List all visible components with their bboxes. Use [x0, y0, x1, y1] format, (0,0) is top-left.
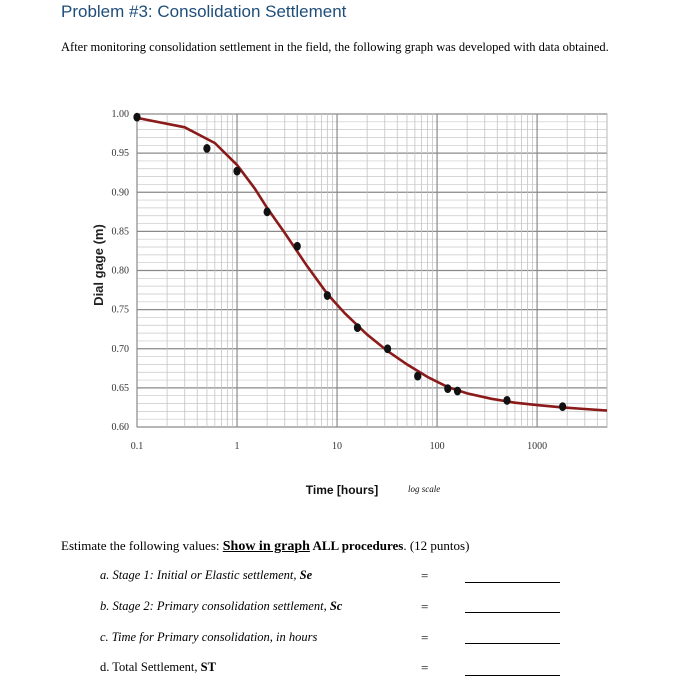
y-axis-label: Dial gage (m) — [91, 224, 106, 306]
equals-sign: = — [421, 568, 429, 583]
question-symbol: Se — [299, 568, 313, 582]
question-a — [100, 568, 312, 583]
x-tick-label: 100 — [429, 441, 445, 452]
y-tick-label: 0.65 — [111, 382, 129, 394]
data-point — [203, 144, 210, 153]
data-point — [264, 207, 271, 216]
instructions-show: Show in graph — [222, 539, 310, 554]
data-point — [324, 291, 331, 300]
answer-blank-c[interactable] — [465, 643, 560, 644]
data-point — [233, 167, 240, 176]
question-label: a. Stage 1: Initial or Elastic settlement, — [100, 568, 300, 582]
question-c — [100, 630, 317, 645]
equals-sign: = — [421, 660, 429, 675]
page-title: Problem #3: Consolidation Settlement — [61, 2, 347, 21]
answer-blank-a[interactable] — [465, 582, 560, 583]
x-axis-label: Time [hours] — [305, 483, 379, 497]
answer-blank-d[interactable] — [465, 675, 560, 676]
y-tick-label: 0.95 — [111, 148, 129, 160]
x-scale-note: log scale — [408, 484, 441, 494]
y-tick-label: 0.60 — [111, 422, 129, 433]
data-point — [414, 372, 421, 381]
y-tick-label: 1.00 — [111, 109, 129, 120]
y-tick-label: 0.75 — [111, 304, 129, 316]
data-point — [133, 113, 140, 122]
question-label: c. Time for Primary consolidation, in hours — [100, 630, 318, 644]
intro-text: After monitoring consolidation settlement in the field, the following graph was developed with data obtained. — [61, 40, 609, 54]
data-point — [454, 387, 461, 396]
equals-sign: = — [421, 630, 429, 645]
instructions-tail: . (12 puntos) — [403, 538, 470, 553]
question-label: d. Total Settlement, — [100, 660, 201, 674]
question-symbol: Sc — [329, 599, 343, 613]
y-tick-label: 0.90 — [111, 187, 129, 199]
data-point — [384, 344, 391, 353]
x-tick-label: 1 — [234, 441, 240, 452]
x-tick-label: 1000 — [527, 441, 548, 452]
data-point — [294, 242, 301, 251]
y-tick-label: 0.85 — [111, 226, 129, 238]
instructions-all: ALL procedures — [309, 538, 404, 553]
instructions-lead: Estimate the following values: — [61, 538, 223, 553]
equals-sign: = — [421, 599, 429, 614]
question-d — [100, 660, 216, 675]
data-point — [354, 323, 361, 332]
instructions — [61, 538, 469, 555]
y-tick-label: 0.70 — [111, 343, 129, 355]
data-point — [503, 396, 510, 405]
question-b — [100, 599, 342, 614]
question-label: b. Stage 2: Primary consolidation settlement, — [100, 599, 330, 613]
question-symbol: ST — [200, 660, 216, 674]
x-tick-label: 10 — [332, 441, 343, 452]
x-tick-label: 0.1 — [130, 441, 144, 452]
data-point — [444, 384, 451, 393]
data-point — [559, 402, 566, 411]
answer-blank-b[interactable] — [465, 612, 560, 613]
y-tick-label: 0.80 — [111, 265, 129, 277]
